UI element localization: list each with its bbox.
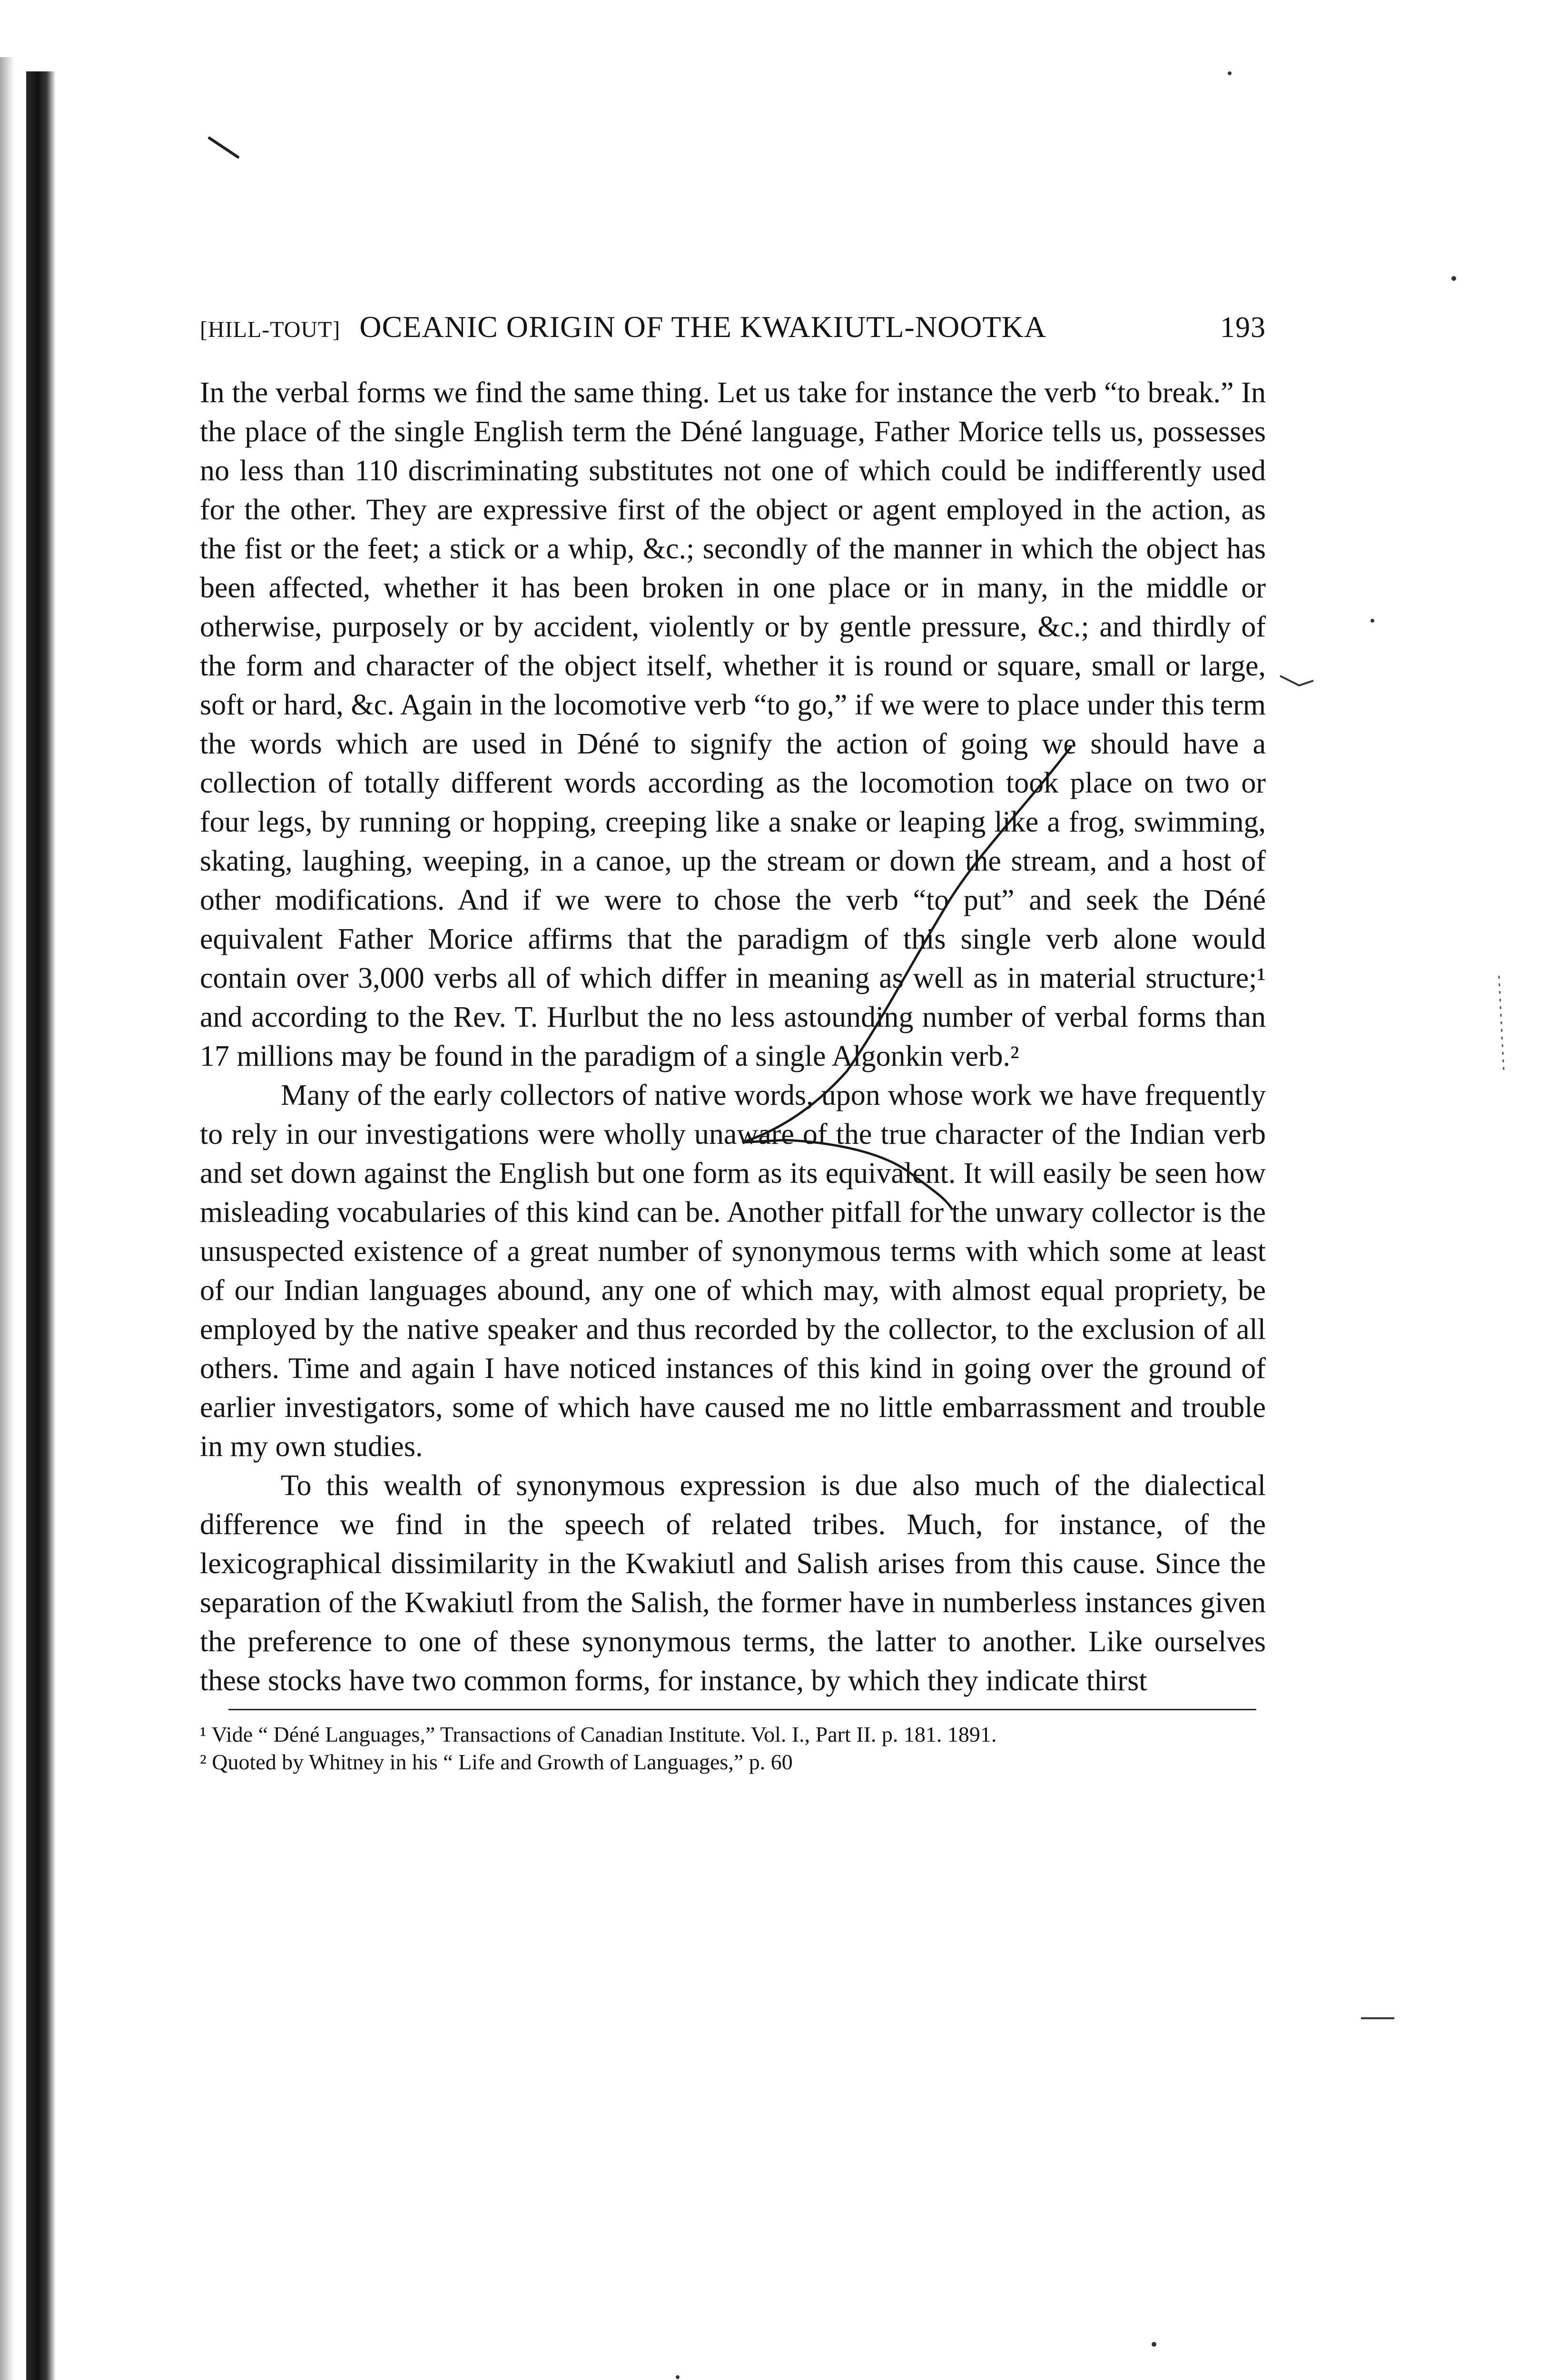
paper-speck xyxy=(676,2375,680,2379)
paragraph-early-collectors: Many of the early collectors of native words, upon whose work we have frequently to rely in our investigations were wholly unaware of the true character of the Indian verb and set down against the English but one form as its equivalent. It will easily be seen how misleading vocabularies of this kind can be. Another pitfall for the unwary collector is the unsuspected existence of a great number of synonymous terms with which some at least of our Indian languages abound, any one of which may, with almost equal propriety, be employed by the native speaker and thus recorded by the collector, to the exclusion of all others. Time and again I have noticed instances of this kind in going over the ground of earlier investigators, some of which have caused me no little embarrassment and trouble in my own studies. xyxy=(200,1079,1266,1463)
paragraph-synonymous-expression: To this wealth of synonymous expression is due also much of the dialectical difference we find in the speech of related tribes. Much, for instance, of the lexicographical dissimilarity in the Kwakiutl and Salish arises from this cause. Since the separation of the Kwakiutl from the Salish, the former have in numberless instances given the preference to one of these synonymous terms, the latter to another. Like ourselves these stocks have two common forms, for instance, by which they indicate thirst xyxy=(200,1469,1266,1697)
running-title: OCEANIC ORIGIN OF THE KWAKIUTL-NOOTKA xyxy=(359,310,1046,344)
paper-speck xyxy=(1371,619,1374,623)
footnote-1: ¹ Vide “ Déné Languages,” Transactions of Canadian Institute. Vol. I., Part II. p. 181. 1891. xyxy=(200,1722,997,1746)
footnote-2: ² Quoted by Whitney in his “ Life and Growth of Languages,” p. 60 xyxy=(200,1750,793,1774)
running-author: [HILL-TOUT] xyxy=(200,317,341,342)
binding-edge xyxy=(26,71,56,2380)
paragraph-verbal-forms: In the verbal forms we find the same thing. Let us take for instance the verb “to break.” In the place of the single English term the Déné language, Father Morice tells us, possesses no less than 110 discriminating substitutes not one of which could be indifferently used for the other. They are expressive first of the object or agent employed in the action, as the fist or the feet; a stick or a whip, &c.; secondly of the manner in which the object has been affected, whether it has been broken in one place or in many, in the middle or otherwise, purposely or by accident, violently or by gentle pressure, &c.; and thirdly of the form and character of the object itself, whether it is round or square, small or large, soft or hard, &c. Again in the locomotive verb “to go,” if we were to place under this term the words which are used in Déné to signify the action of going we should have a collection of totally different words according as the locomotion took place on two or four legs, by running or hopping, creeping like a snake or leaping like a frog, swimming, skating, laughing, weeping, in a canoe, up the stream or down the stream, and a host of other modifications. And if we were to chose the verb “to put” and seek the Déné equivalent Father Morice affirms that the paradigm of this single verb alone would contain over 3,000 verbs all of which differ in meaning as well as in material structure;¹ and according to the Rev. T. Hurlbut the no less astounding number of verbal forms than 17 millions may be found in the paradigm of a single Algonkin verb.² xyxy=(200,377,1266,1072)
footnote-rule xyxy=(228,1709,1256,1710)
page-shadow xyxy=(0,57,14,2380)
document-page xyxy=(200,309,1266,1776)
paper-speck xyxy=(1228,71,1232,75)
running-header xyxy=(200,309,1266,345)
page-number: 193 xyxy=(1220,311,1266,344)
paper-speck xyxy=(1451,276,1456,281)
paper-speck xyxy=(1152,2342,1156,2347)
